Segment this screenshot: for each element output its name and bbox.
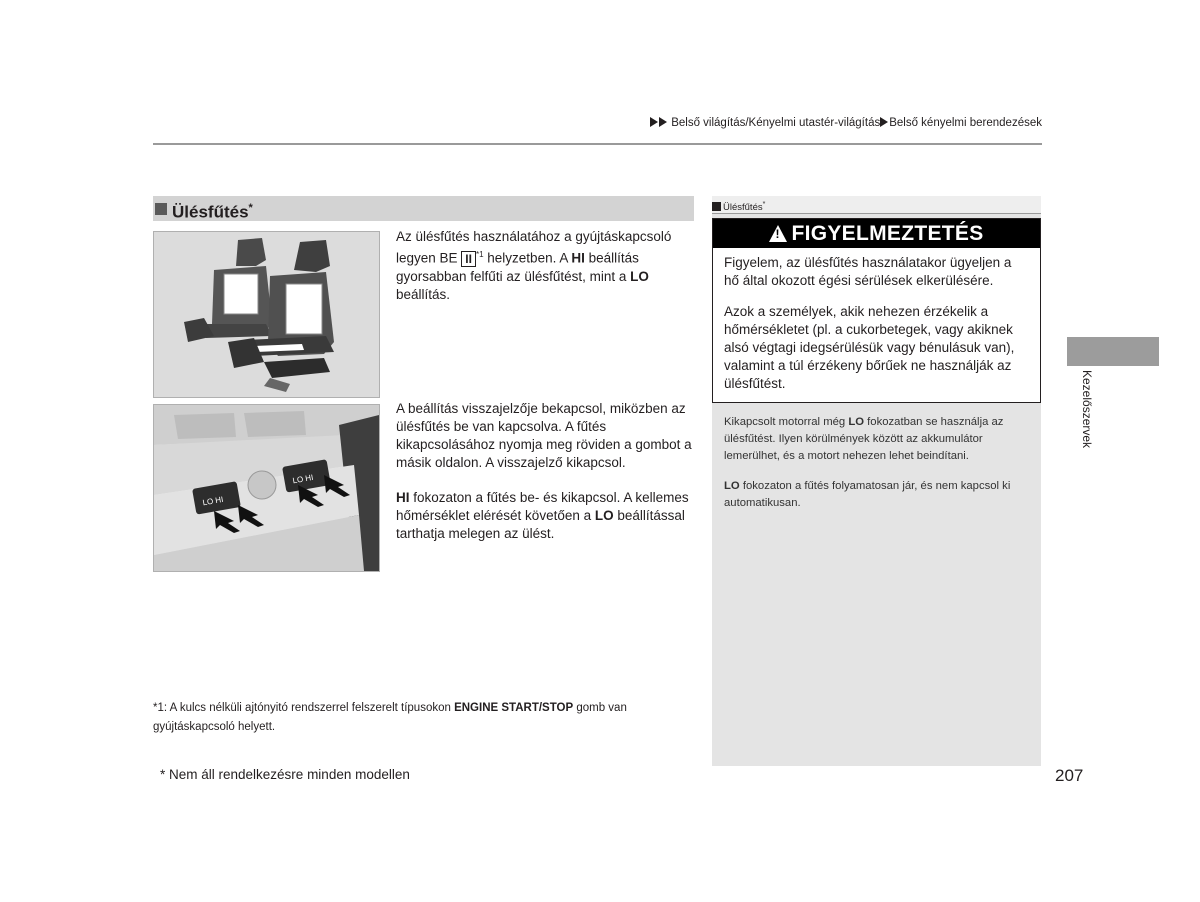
breadcrumb-item[interactable]: Belső világítás/Kényelmi utastér-világítás	[671, 117, 881, 129]
chapter-tab-label: Kezelőszervek	[1080, 370, 1094, 449]
breadcrumb	[560, 117, 1042, 129]
seat-heater-switch-icon	[154, 405, 379, 571]
lo-hi-button-label: LO HI	[291, 472, 315, 486]
sidebar-reference[interactable]: Ülésfűtés*	[712, 196, 1041, 214]
lo-hi-button-label: LO HI	[201, 494, 225, 508]
availability-asterisk: *	[248, 202, 253, 214]
availability-note: * Nem áll rendelkezésre minden modellen	[160, 767, 410, 782]
seat-heater-illustration	[153, 231, 380, 398]
breadcrumb-item[interactable]: Belső kényelmi berendezések	[889, 117, 1042, 129]
chapter-tab[interactable]	[1067, 337, 1159, 366]
instruction-paragraph: Az ülésfűtés használatához a gyújtáskapcsoló legyen BE II $^{*1}$ helyzetben. A HI beállítás gyorsabban felfűti az ülésfűtést, mint a LO beállítás.	[396, 229, 672, 302]
header-divider	[153, 143, 1042, 145]
warning-text: Azok a személyek, akik nehezen érzékelik a hőmérsékletet (pl. a cukorbetegek, vagy akiknek alsó végtagi idegsérülésük vagy bénulásuk van), valamint a túl érzékeny bőrűek ne használják az ülésfűtést.	[724, 304, 1015, 391]
console-buttons-illustration	[153, 404, 380, 572]
section-title	[172, 197, 253, 224]
ignition-key-symbol: II	[461, 251, 476, 267]
breadcrumb-arrow-icon	[659, 117, 667, 127]
warning-text: Figyelem, az ülésfűtés használatakor ügyeljen a hő által okozott égési sérülések elkerülésére.	[724, 255, 1012, 288]
warning-header	[713, 219, 1040, 248]
hi-setting-paragraph: HI fokozaton a fűtés be- és kikapcsol. A kellemes hőmérséklet elérését követően a LO beállítással tarthatja melegen az ülést.	[396, 490, 689, 541]
indicator-paragraph: A beállítás visszajelzője bekapcsol, miközben az ülésfűtés be van kapcsolva. A fűtés kikapcsolásához nyomja meg röviden a gombot a másik oldalon. A visszajelző kikapcsol.	[396, 401, 692, 470]
sidebar-note: LO fokozaton a fűtés folyamatosan jár, és nem kapcsol ki automatikusan.	[724, 480, 1011, 509]
sidebar-note: Kikapcsolt motorral még LO fokozatban se használja az ülésfűtést. Ilyen körülmények között az akkumulátor lemerülhet, és a motort nehezen lehet beindítani.	[724, 416, 1004, 462]
section-title-text: Ülésfűtés	[172, 202, 249, 222]
warning-triangle-icon	[769, 225, 787, 242]
section-bullet-icon	[155, 203, 167, 215]
reference-icon	[712, 202, 721, 211]
breadcrumb-arrow-icon	[650, 117, 658, 127]
heated-seats-icon	[154, 232, 379, 397]
breadcrumb-arrow-icon	[880, 117, 888, 127]
page-number: 207	[1055, 766, 1084, 785]
footnote: *1: A kulcs nélküli ajtónyitó rendszerrel felszerelt típusokon ENGINE START/STOP gomb van gyújtáskapcsoló helyett.	[153, 702, 627, 733]
warning-title: FIGYELMEZTETÉS	[791, 222, 984, 245]
